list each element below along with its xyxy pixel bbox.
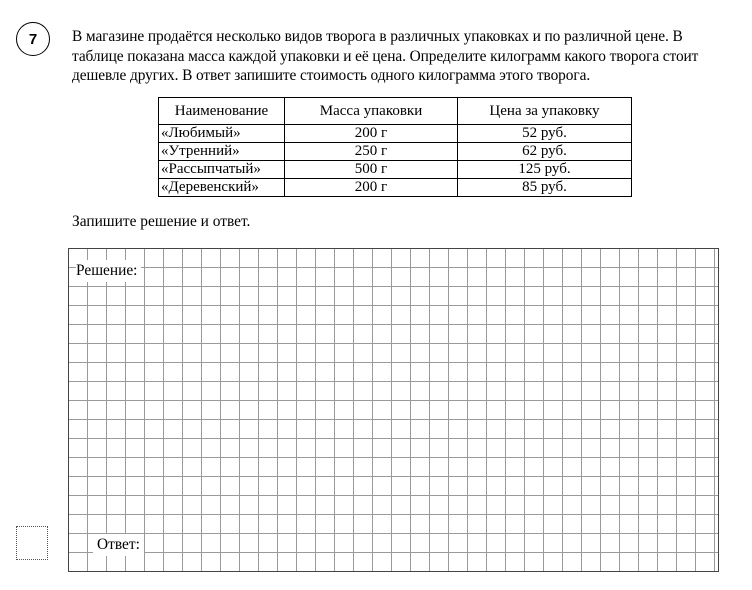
grid-lines [68,248,719,572]
table-header-row [159,98,632,125]
cell-mass: 200 г [285,179,458,197]
table-row [159,143,632,161]
table-row [159,179,632,197]
cell-price: 52 руб. [458,125,632,143]
cell-name: «Рассыпчатый» [159,161,285,179]
cell-name: «Любимый» [159,125,285,143]
task-number-badge: 7 [16,22,50,56]
problem-statement: В магазине продаётся несколько видов творога в различных упаковках и по различной цене. В таблице показана масса каждой упаковки и её цена. Определите килограмм какого творога стоит дешевле других. В ответ запишите стоимость одного килограмма этого творога. [72,28,699,84]
answer-label: Ответ: [93,534,144,556]
solution-grid[interactable] [68,248,720,573]
grid-border [69,249,719,572]
price-table [158,97,632,197]
table-row [159,161,632,179]
cell-price: 125 руб. [458,161,632,179]
cell-price: 62 руб. [458,143,632,161]
cell-mass: 250 г [285,143,458,161]
header-mass: Масса упаковки [285,98,458,125]
score-box[interactable] [16,526,48,560]
cell-name: «Утренний» [159,143,285,161]
cell-name: «Деревенский» [159,179,285,197]
cell-mass: 500 г [285,161,458,179]
solution-label: Решение: [76,260,141,282]
instruction-text: Запишите решение и ответ. [72,213,251,230]
cell-price: 85 руб. [458,179,632,197]
header-name: Наименование [159,98,285,125]
header-price: Цена за упаковку [458,98,632,125]
cell-mass: 200 г [285,125,458,143]
table-row [159,125,632,143]
